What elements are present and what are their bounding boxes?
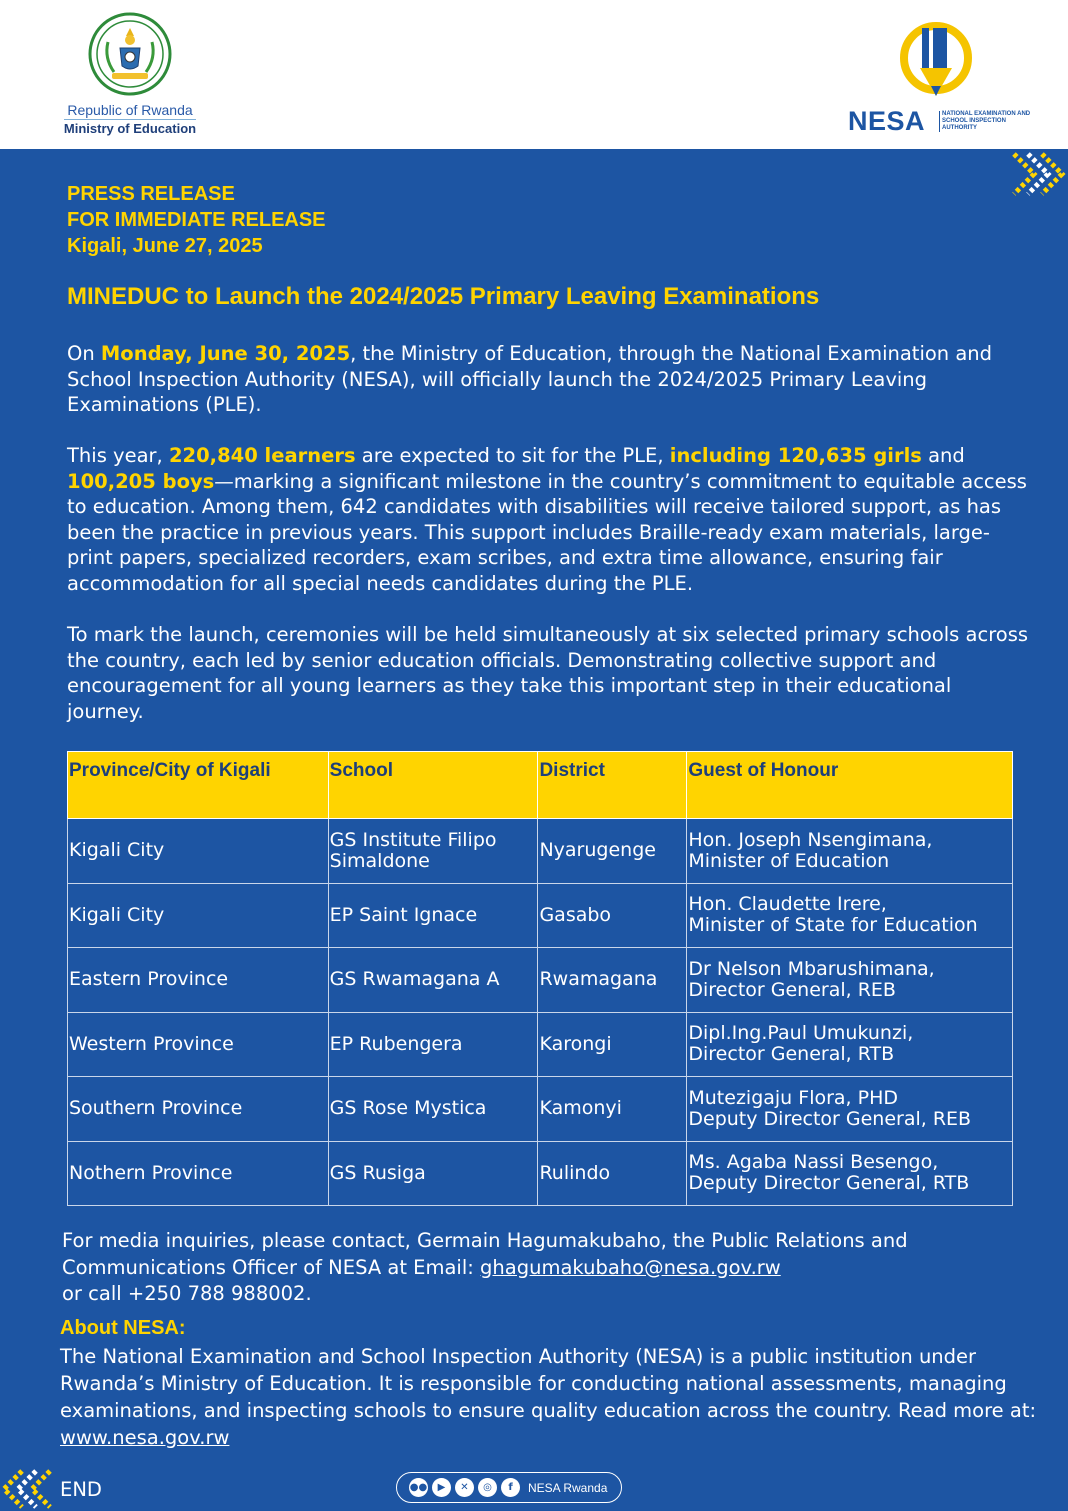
district-cell: Rulindo [538,1141,687,1206]
guest-name: Dr Nelson Mbarushimana, [688,957,935,980]
guest-name: Hon. Claudette Irere, [688,893,887,916]
pencil-circle-icon [898,22,974,102]
learner-count: 220,840 learners [168,444,356,467]
district-cell: Nyarugenge [538,819,687,884]
about-paragraph [60,1343,1050,1451]
chevron-decoration-icon [0,1467,52,1511]
launch-date: Monday, June 30, 2025 [100,342,351,365]
column-header: Province/City of Kigali [68,752,329,819]
guest-name: Dipl.Ing.Paul Umukunzi, [688,1022,914,1045]
column-header: School [328,752,538,819]
district-cell: Gasabo [538,883,687,948]
guest-title: Minister of State for Education [688,914,978,937]
chevron-decoration-icon [1010,150,1068,198]
guest-name: Hon. Joseph Nsengimana, [688,828,933,851]
school-cell: EP Rubengera [328,1012,538,1077]
end-marker: END [60,1478,102,1501]
ceremony-paragraph: To mark the launch, ceremonies will be held simultaneously at six selected primary schools across the country, each led by senior education officials. Demonstrating collective support and encouragement for all young learners as they take this important step in their educational journey. [67,623,1029,723]
province-cell: Kigali City [68,883,329,948]
learners-paragraph [67,443,1032,596]
about-title: About NESA: [60,1317,186,1339]
text-run: are expected to sit for the PLE, [355,444,670,467]
school-cell: GS Rusiga [328,1141,538,1206]
guest-cell [687,883,1013,948]
guest-title: Deputy Director General, RTB [688,1172,970,1195]
media-inquiries [62,1228,1042,1308]
province-cell: Eastern Province [68,948,329,1013]
table-row [68,819,1013,884]
guest-title: Deputy Director General, REB [688,1107,972,1130]
flickr-icon[interactable]: ●● [409,1478,428,1497]
email-link[interactable]: ghagumakubaho@nesa.gov.rw [480,1255,781,1279]
guest-cell [687,1141,1013,1206]
social-handle: NESA Rwanda [528,1480,608,1495]
text-run: , the Ministry of Education, through the National Examination and School Inspection Authority (NESA), will officially launch the 2024/2025 Primary Leaving Examinations (PLE). [67,342,993,416]
table-header-row [68,752,1013,819]
text-run: and [921,444,965,467]
guest-cell [687,819,1013,884]
rwanda-ministry-logo [60,12,200,137]
intro-paragraph [67,341,1032,418]
ministry-name: Ministry of Education [63,121,197,136]
table-row [68,948,1013,1013]
school-cell: GS Rwamagana A [328,948,538,1013]
release-label: FOR IMMEDIATE RELEASE [67,209,326,231]
dateline: Kigali, June 27, 2025 [67,235,263,257]
guest-cell [687,948,1013,1013]
province-cell: Western Province [68,1012,329,1077]
table-row [68,1141,1013,1206]
girls-count: including 120,635 girls [669,444,922,467]
press-label: PRESS RELEASE [67,183,235,205]
boys-count: 100,205 boys [67,469,215,493]
header-bar [0,0,1068,149]
website-link[interactable]: www.nesa.gov.rw [60,1426,230,1449]
district-cell: Rwamagana [538,948,687,1013]
nesa-fullname: NATIONAL EXAMINATION AND SCHOOL INSPECTION AUTHORITY [939,111,1039,132]
nesa-wordmark: NESA [848,106,926,136]
table-row [68,883,1013,948]
press-release-block [67,181,326,259]
guest-cell [687,1012,1013,1077]
facebook-icon[interactable]: f [501,1478,520,1497]
province-cell: Southern Province [68,1077,329,1142]
column-header: Guest of Honour [687,752,1013,819]
social-media-bar [396,1472,622,1503]
guest-title: Director General, RTB [688,1043,895,1066]
media-text: For media inquiries, please contact, Germain Hagumakubaho, the Public Relations and Communications Officer of NESA at Email: [62,1229,908,1279]
x-icon[interactable]: ✕ [455,1478,474,1497]
nesa-logo [848,22,1038,137]
text-run: —marking a significant milestone in the country’s commitment to equitable access to education. Among them, 642 candidates with disabilities will receive tailored support, as has been the practice in previous years. This support includes Braille-ready exam materials, large-print papers, specialized recorders, exam scribes, and extra time allowance, ensuring fair accommodation for all special needs candidates during the PLE. [67,469,1027,595]
youtube-icon[interactable]: ▶ [432,1478,451,1497]
guest-title: Minister of Education [688,849,890,872]
district-cell: Kamonyi [538,1077,687,1142]
instagram-icon[interactable]: ◎ [478,1478,497,1497]
school-cell: EP Saint Ignace [328,883,538,948]
guest-name: Ms. Agaba Nassi Besengo, [688,1151,939,1174]
table-row [68,1077,1013,1142]
rwanda-seal-icon [88,12,172,96]
school-cell: GS Rose Mystica [328,1077,538,1142]
gov-name: Republic of Rwanda [67,102,193,118]
about-text: The National Examination and School Inspection Authority (NESA) is a public institution under Rwanda’s Ministry of Education. It is responsible for conducting national assessments, managing examinations, and inspecting schools to ensure quality education across the country. Read more at: [60,1345,1037,1422]
phone-text: or call +250 788 988002. [62,1282,312,1305]
guest-title: Director General, REB [688,978,896,1001]
column-header: District [538,752,687,819]
guests-table [67,751,1013,1206]
guest-cell [687,1077,1013,1142]
table-row [68,1012,1013,1077]
school-cell: GS Institute Filipo Simaldone [328,819,538,884]
district-cell: Karongi [538,1012,687,1077]
province-cell: Kigali City [68,819,329,884]
text-run: This year, [67,444,169,467]
text-run: On [67,342,101,365]
guest-name: Mutezigaju Flora, PHD [688,1086,899,1109]
headline: MINEDUC to Launch the 2024/2025 Primary Leaving Examinations [67,283,820,310]
province-cell: Nothern Province [68,1141,329,1206]
